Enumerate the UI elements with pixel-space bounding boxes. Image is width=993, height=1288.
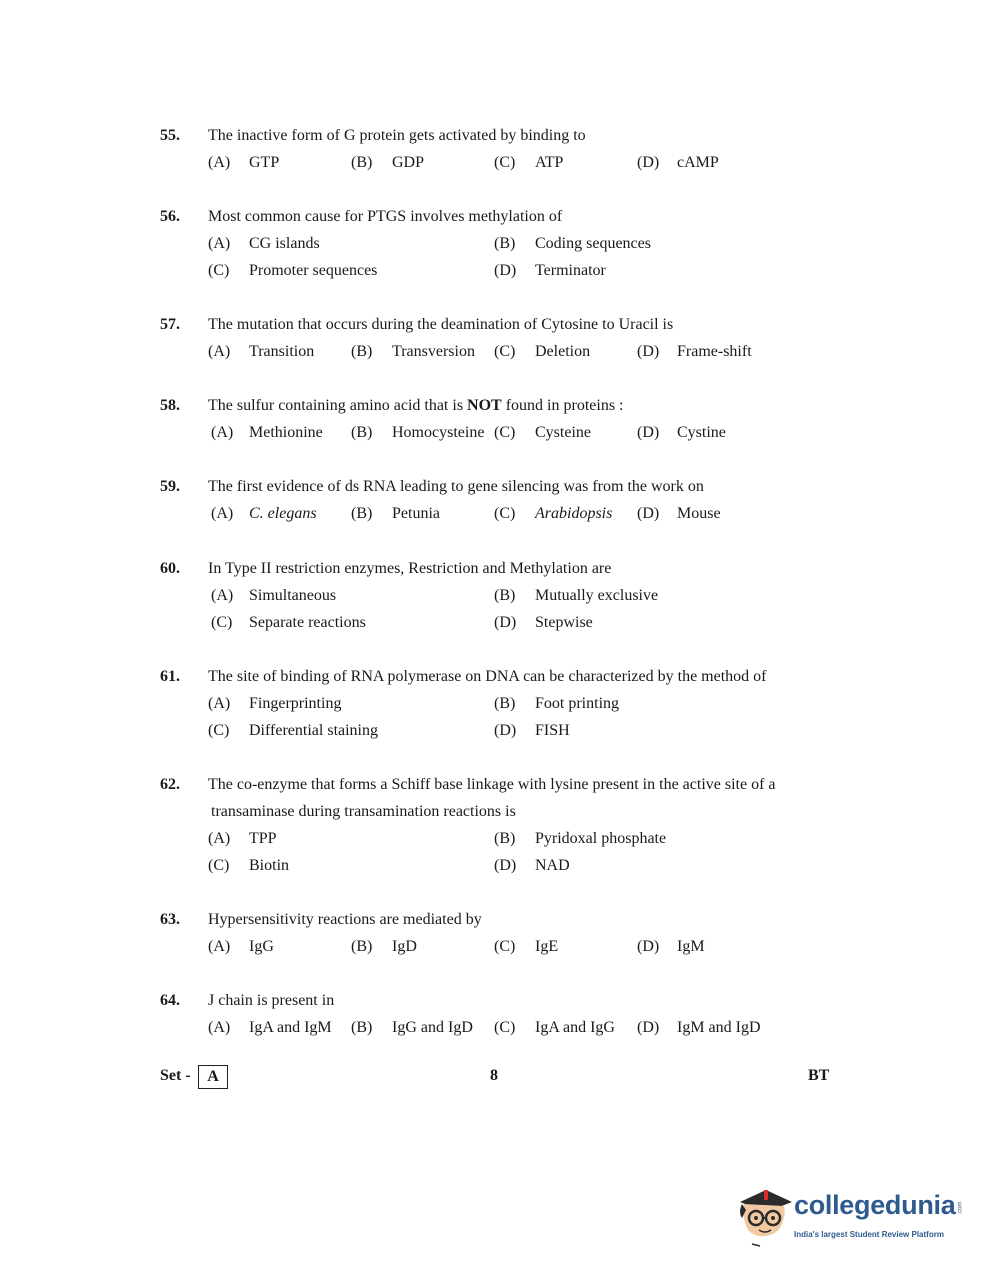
option-a-text: Fingerprinting bbox=[249, 695, 342, 712]
option-b-letter: (B) bbox=[351, 154, 373, 171]
question-text: Most common cause for PTGS involves methylation of bbox=[208, 208, 563, 225]
option-c-letter: (C) bbox=[494, 424, 516, 441]
option-b-letter: (B) bbox=[351, 343, 373, 360]
option-c-letter: (C) bbox=[211, 614, 233, 631]
option-d-text: cAMP bbox=[677, 154, 719, 171]
option-a-text: IgG bbox=[249, 938, 274, 955]
option-d-text: FISH bbox=[535, 722, 570, 739]
option-b-letter: (B) bbox=[494, 587, 516, 604]
option-d-letter: (D) bbox=[637, 424, 660, 441]
option-a-text: CG islands bbox=[249, 235, 320, 252]
option-c-text: Differential staining bbox=[249, 722, 378, 739]
option-a-text: GTP bbox=[249, 154, 280, 171]
option-b-text: Coding sequences bbox=[535, 235, 651, 252]
option-c-text: Deletion bbox=[535, 343, 591, 360]
question-text-continued: transaminase during transamination reactions is bbox=[211, 803, 516, 820]
option-d-text: IgM and IgD bbox=[677, 1019, 761, 1036]
option-c-text: IgE bbox=[535, 938, 559, 955]
option-c-text: Promoter sequences bbox=[249, 262, 378, 279]
question-text-part: The sulfur containing amino acid that is bbox=[208, 397, 468, 414]
option-a-text: TPP bbox=[249, 830, 277, 847]
option-c-letter: (C) bbox=[494, 938, 516, 955]
option-a-letter: (A) bbox=[208, 235, 231, 252]
brand-tagline: India's largest Student Review Platform bbox=[794, 1230, 944, 1239]
question-number: 63. bbox=[160, 911, 180, 928]
option-a-letter: (A) bbox=[211, 424, 234, 441]
option-b-text: GDP bbox=[392, 154, 425, 171]
option-d-text: Cystine bbox=[677, 424, 726, 441]
option-d-text: Frame-shift bbox=[677, 343, 752, 360]
option-a-letter: (A) bbox=[211, 505, 234, 522]
set-value-box: A bbox=[198, 1065, 228, 1089]
option-a-letter: (A) bbox=[208, 938, 231, 955]
option-c-text: Arabidopsis bbox=[535, 505, 613, 522]
option-a-letter: (A) bbox=[208, 343, 231, 360]
question-text-part: found in proteins : bbox=[501, 397, 624, 414]
option-c-letter: (C) bbox=[494, 1019, 516, 1036]
option-d-text: IgM bbox=[677, 938, 705, 955]
option-a-letter: (A) bbox=[208, 695, 231, 712]
option-a-letter: (A) bbox=[208, 154, 231, 171]
option-b-text: Foot printing bbox=[535, 695, 620, 712]
option-c-letter: (C) bbox=[208, 262, 230, 279]
option-d-letter: (D) bbox=[637, 505, 660, 522]
option-a-letter: (A) bbox=[211, 587, 234, 604]
question-text: The inactive form of G protein gets activated by binding to bbox=[208, 127, 586, 144]
option-c-letter: (C) bbox=[494, 154, 516, 171]
option-a-text: Methionine bbox=[249, 424, 323, 441]
question-number: 61. bbox=[160, 668, 180, 685]
option-d-text: Terminator bbox=[535, 262, 606, 279]
option-b-text: IgG and IgD bbox=[392, 1019, 473, 1036]
option-d-letter: (D) bbox=[637, 1019, 660, 1036]
question-text: The site of binding of RNA polymerase on DNA can be characterized by the method of bbox=[208, 668, 767, 685]
option-b-letter: (B) bbox=[351, 424, 373, 441]
question-number: 56. bbox=[160, 208, 180, 225]
question-number: 60. bbox=[160, 560, 180, 577]
option-b-text: Transversion bbox=[392, 343, 475, 360]
question-number: 57. bbox=[160, 316, 180, 333]
set-label: Set - bbox=[160, 1067, 191, 1084]
question-text: J chain is present in bbox=[208, 992, 335, 1009]
option-b-text: Petunia bbox=[392, 505, 440, 522]
option-d-letter: (D) bbox=[494, 262, 517, 279]
option-d-letter: (D) bbox=[494, 614, 517, 631]
question-text: The mutation that occurs during the deamination of Cytosine to Uracil is bbox=[208, 316, 674, 333]
option-a-letter: (A) bbox=[208, 1019, 231, 1036]
option-a-letter: (A) bbox=[208, 830, 231, 847]
option-d-text: Stepwise bbox=[535, 614, 593, 631]
question-text: Hypersensitivity reactions are mediated by bbox=[208, 911, 482, 928]
option-b-letter: (B) bbox=[351, 938, 373, 955]
option-b-letter: (B) bbox=[494, 695, 516, 712]
option-c-text: Separate reactions bbox=[249, 614, 366, 631]
option-b-text: IgD bbox=[392, 938, 417, 955]
option-d-text: NAD bbox=[535, 857, 570, 874]
option-c-text: IgA and IgG bbox=[535, 1019, 615, 1036]
option-b-text: Pyridoxal phosphate bbox=[535, 830, 667, 847]
question-text-emphasis: NOT bbox=[467, 397, 502, 414]
question-number: 64. bbox=[160, 992, 180, 1009]
mascot-icon bbox=[734, 1180, 792, 1248]
option-d-letter: (D) bbox=[637, 343, 660, 360]
option-c-letter: (C) bbox=[494, 505, 516, 522]
question-number: 55. bbox=[160, 127, 180, 144]
option-c-letter: (C) bbox=[208, 857, 230, 874]
option-a-text: C. elegans bbox=[249, 505, 317, 522]
question-number: 58. bbox=[160, 397, 180, 414]
option-a-text: IgA and IgM bbox=[249, 1019, 332, 1036]
option-c-letter: (C) bbox=[494, 343, 516, 360]
option-b-text: Homocysteine bbox=[392, 424, 485, 441]
option-b-letter: (B) bbox=[351, 1019, 373, 1036]
page-footer bbox=[0, 1067, 993, 1091]
brand-domain: .com bbox=[957, 1201, 964, 1215]
option-c-text: Biotin bbox=[249, 857, 290, 874]
page-number: 8 bbox=[490, 1067, 498, 1084]
option-b-letter: (B) bbox=[351, 505, 373, 522]
collegedunia-watermark bbox=[734, 1180, 964, 1250]
option-d-text: Mouse bbox=[677, 505, 721, 522]
subject-code: BT bbox=[808, 1067, 830, 1084]
option-c-text: Cysteine bbox=[535, 424, 591, 441]
question-text: The first evidence of ds RNA leading to gene silencing was from the work on bbox=[208, 478, 704, 495]
option-d-letter: (D) bbox=[637, 154, 660, 171]
option-d-letter: (D) bbox=[637, 938, 660, 955]
option-c-letter: (C) bbox=[208, 722, 230, 739]
option-b-text: Mutually exclusive bbox=[535, 587, 659, 604]
question-text bbox=[208, 397, 868, 415]
option-d-letter: (D) bbox=[494, 722, 517, 739]
option-b-letter: (B) bbox=[494, 830, 516, 847]
option-d-letter: (D) bbox=[494, 857, 517, 874]
question-number: 62. bbox=[160, 776, 180, 793]
question-text: The co-enzyme that forms a Schiff base linkage with lysine present in the active site of a bbox=[208, 776, 776, 793]
option-c-text: ATP bbox=[535, 154, 564, 171]
brand-name: collegedunia bbox=[794, 1190, 956, 1220]
option-a-text: Simultaneous bbox=[249, 587, 337, 604]
option-b-letter: (B) bbox=[494, 235, 516, 252]
option-a-text: Transition bbox=[249, 343, 315, 360]
question-text: In Type II restriction enzymes, Restriction and Methylation are bbox=[208, 560, 612, 577]
question-number: 59. bbox=[160, 478, 180, 495]
